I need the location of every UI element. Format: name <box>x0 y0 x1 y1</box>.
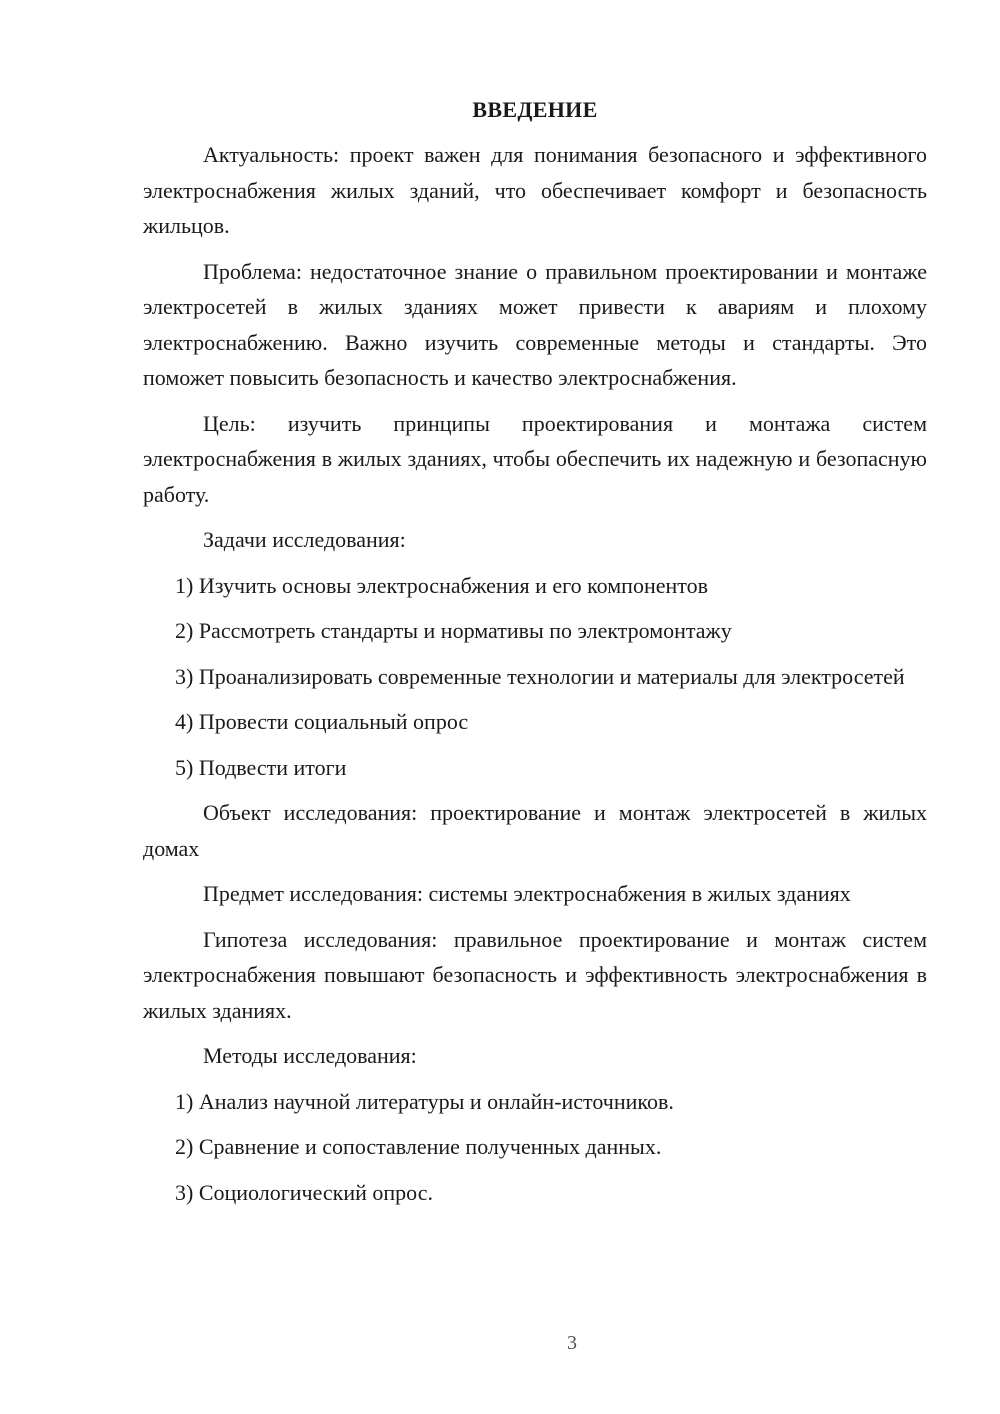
method-item: 2) Сравнение и сопоставление полученных данных. <box>175 1134 662 1159</box>
subject-paragraph: Предмет исследования: системы электроснабжения в жилых зданиях <box>203 881 851 906</box>
hypothesis-paragraph: Гипотеза исследования: правильное проектирование и монтаж систем электроснабжения повышают безопасность и эффективность электроснабжения в жилых зданиях. <box>143 926 927 1023</box>
method-item: 3) Социологический опрос. <box>175 1179 433 1205</box>
task-item: 5) Подвести итоги <box>175 754 347 780</box>
task-item: 3) Проанализировать современные технологии и материалы для электросетей <box>175 663 905 689</box>
task-item: 1) Изучить основы электроснабжения и его компонентов <box>175 572 708 598</box>
page-number: 3 <box>567 1332 577 1354</box>
relevance-paragraph: Актуальность: проект важен для понимания безопасного и эффективного электроснабжения жилых зданий, что обеспечивает комфорт и безопасность жильцов. <box>143 142 927 238</box>
tasks-heading: Задачи исследования: <box>203 527 406 552</box>
goal-paragraph: Цель: изучить принципы проектирования и монтажа систем электроснабжения в жилых зданиях, чтобы обеспечить их надежную и безопасную работу. <box>143 410 927 507</box>
problem-paragraph: Проблема: недостаточное знание о правильном проектировании и монтаже электросетей в жилых зданиях может привести к авариям и плохому электроснабжению. Важно изучить современные методы и стандарты. Это поможет повысить безопасность и качество электроснабжения. <box>143 258 927 390</box>
method-item: 1) Анализ научной литературы и онлайн-источников. <box>175 1088 674 1114</box>
methods-heading: Методы исследования: <box>203 1043 417 1068</box>
task-item: 2) Рассмотреть стандарты и нормативы по электромонтажу <box>175 618 732 643</box>
task-item: 4) Провести социальный опрос <box>175 709 469 734</box>
object-paragraph: Объект исследования: проектирование и монтаж электросетей в жилых домах <box>143 800 927 861</box>
document-body <box>143 92 927 1220</box>
page-title: ВВЕДЕНИЕ <box>472 97 598 122</box>
